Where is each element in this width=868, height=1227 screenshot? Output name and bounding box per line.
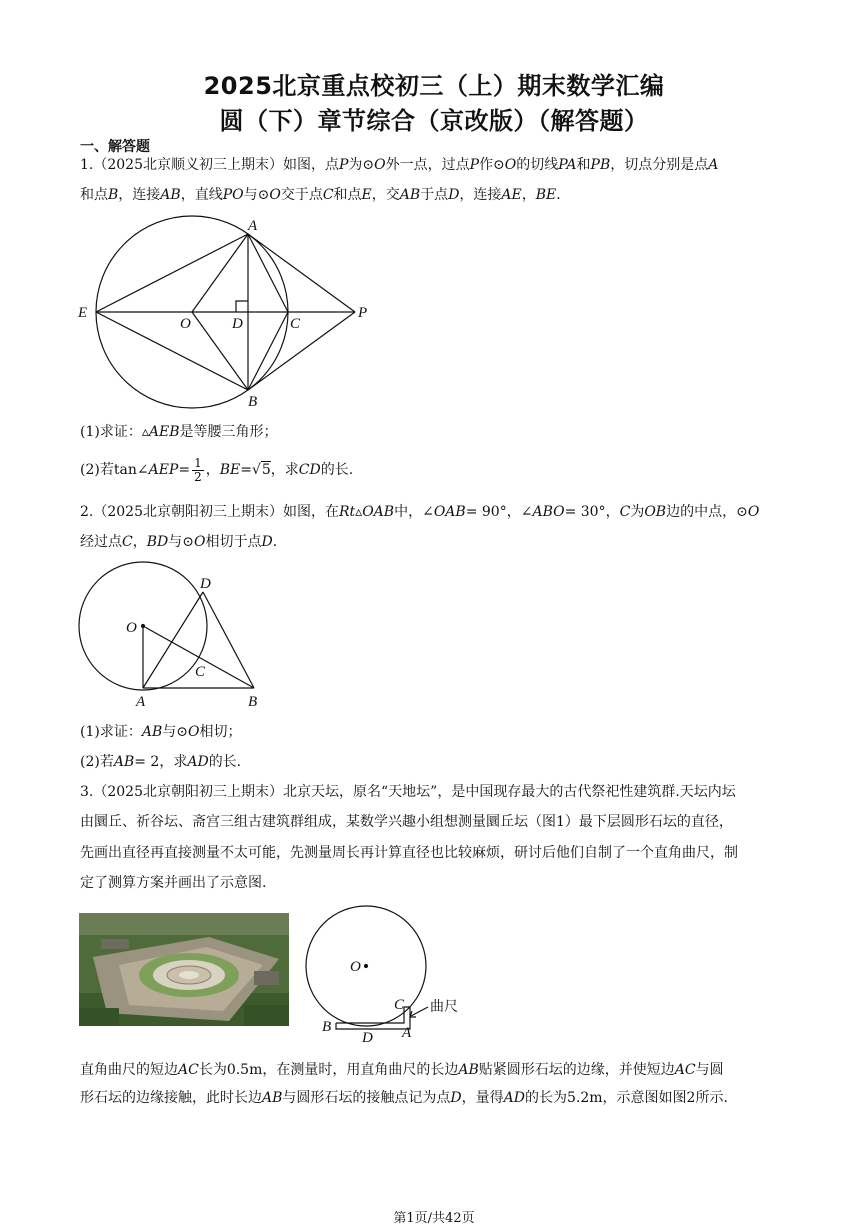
q3-line-5: 直角曲尺的短边AC长为0.5m，在测量时，用直角曲尺的长边AB贴紧圆形石坛的边缘，并使短边AC与圆 bbox=[80, 1062, 724, 1078]
q3-line-3: 先画出直径再直接测量不太可能，先测量周长再计算直径也比较麻烦，研讨后他们自制了一个直角曲尺，制 bbox=[80, 845, 738, 861]
q1-number: 1. bbox=[80, 157, 94, 173]
q1-label-D: D bbox=[232, 316, 243, 332]
q2-label-A: A bbox=[136, 694, 146, 710]
q1-line-BP bbox=[248, 312, 355, 390]
q1-figure bbox=[70, 212, 380, 417]
q1-label-O: O bbox=[180, 316, 191, 332]
q1-label-A: A bbox=[248, 218, 258, 234]
q1-label-E: E bbox=[78, 305, 88, 321]
q1-line-2: 和点B，连接AB，直线PO与⊙O交于点C和点E，交AB于点D，连接AE，BE． bbox=[80, 187, 571, 203]
q3-figure bbox=[300, 905, 485, 1045]
q3-line-1: 3.（2025北京朝阳初三上期末）北京天坛，原名“天地坛”，是中国现存最大的古代祭祀性建筑群.天坛内坛 bbox=[80, 784, 736, 800]
q2-line-AD bbox=[143, 592, 203, 688]
q3-label-ruler: 曲尺 bbox=[430, 999, 458, 1015]
q3-label-O: O bbox=[350, 959, 361, 975]
q1-line-OA bbox=[192, 234, 248, 312]
q1-part-2: (2)若tan∠AEP= $\frac{1}{2}$ ，BE=√5，求CD的长. bbox=[80, 455, 354, 484]
q2-figure bbox=[70, 560, 280, 712]
q2-part-1: (1)求证：AB与⊙O相切； bbox=[80, 724, 242, 740]
title-line-2: 圆（下）章节综合（京改版）（解答题） bbox=[219, 107, 649, 135]
q2-part-2: (2)若AB= 2，求AD的长. bbox=[80, 754, 242, 770]
q3-line-4: 定了测算方案并画出了示意图. bbox=[80, 875, 267, 891]
q1-source: （2025北京顺义初三上期末） bbox=[93, 157, 283, 173]
page-number: 第1页/共42页 bbox=[393, 1211, 475, 1226]
q1-fraction: $\frac{1}{2}$ bbox=[194, 455, 202, 484]
q3-line-2: 由圜丘、祈谷坛、斋宫三组古建筑群组成，某数学兴趣小组想测量圜丘坛（图1）最下层圆形石坛的直径， bbox=[80, 814, 733, 830]
section-label: 一、解答题 bbox=[80, 139, 150, 155]
q1-line-AP bbox=[248, 234, 355, 312]
title-line-1: 2025北京重点校初三（上）期末数学汇编 bbox=[203, 72, 665, 100]
q1-label-B: B bbox=[248, 394, 258, 410]
q1-line-BC bbox=[248, 312, 288, 390]
q3-label-D: D bbox=[362, 1030, 373, 1045]
q3-ruler-arrow bbox=[411, 1007, 428, 1016]
temple-of-heaven-photo bbox=[79, 913, 289, 1026]
q3-label-A: A bbox=[402, 1025, 412, 1041]
q1-label-P: P bbox=[358, 305, 368, 321]
q1-line-1: 1.（2025北京顺义初三上期末）如图，点P为⊙O外一点，过点P作⊙O的切线PA和PB，切点分别是点A bbox=[80, 157, 719, 173]
q3-line-6: 形石坛的边缘接触，此时长边AB与圆形石坛的接触点记为点D，量得AD的长为5.2m，示意图如图2所示. bbox=[80, 1090, 728, 1106]
q1-right-angle-mark bbox=[236, 301, 248, 312]
q3-center-dot bbox=[365, 965, 368, 968]
q2-label-B: B bbox=[248, 694, 258, 710]
q1-part-1: (1)求证：▵AEB是等腰三角形； bbox=[80, 424, 278, 440]
q1-line-AC bbox=[248, 234, 288, 312]
q2-label-O: O bbox=[126, 620, 137, 636]
q2-line-1: 2.（2025北京朝阳初三上期末）如图，在Rt▵OAB中，∠OAB= 90°，∠ABO= 30°，C为OB边的中点，⊙O bbox=[80, 504, 760, 520]
q3-label-C: C bbox=[394, 997, 405, 1013]
q2-line-2: 经过点C，BD与⊙O相切于点D． bbox=[80, 534, 287, 550]
q1-label-C: C bbox=[290, 316, 301, 332]
q1-line-EB bbox=[96, 312, 248, 390]
q1-line-EA bbox=[96, 234, 248, 312]
q2-center-dot bbox=[142, 625, 145, 628]
q2-label-C: C bbox=[195, 664, 206, 680]
q3-label-B: B bbox=[322, 1019, 332, 1035]
q2-label-D: D bbox=[200, 576, 211, 592]
